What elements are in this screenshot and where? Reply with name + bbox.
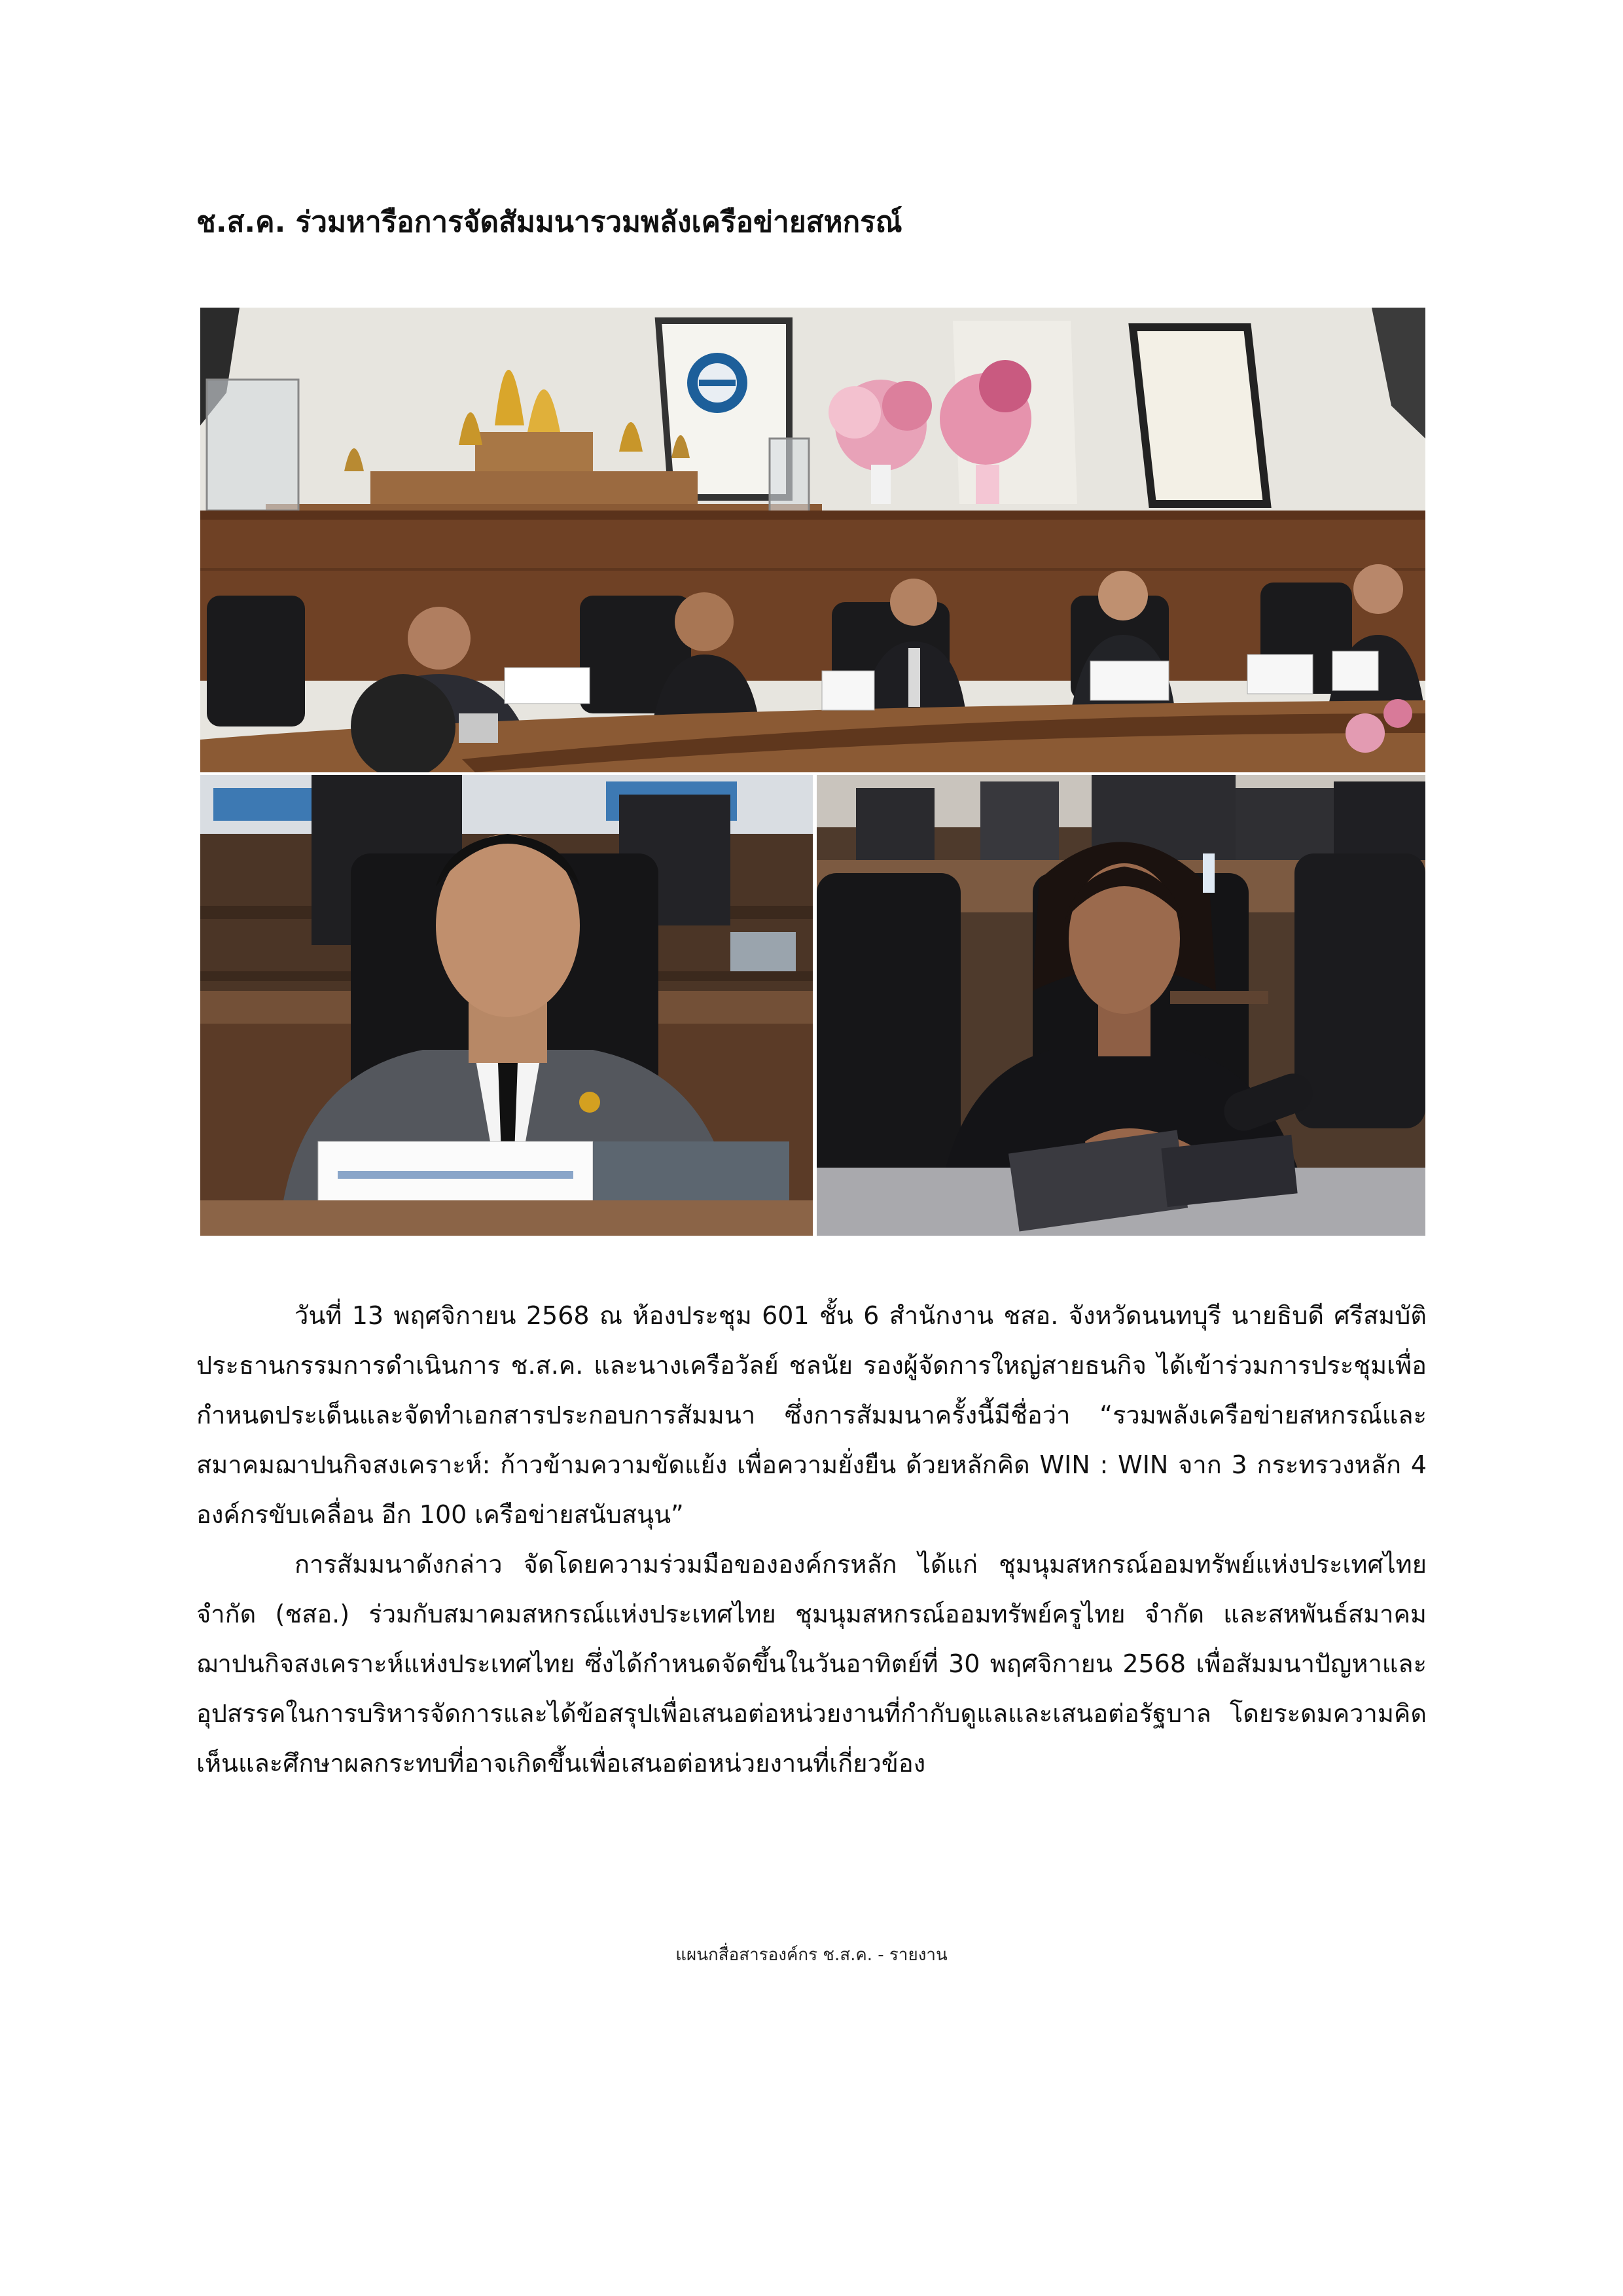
speaker-man-photo	[200, 775, 813, 1236]
article-body	[196, 1291, 1427, 1788]
woman-attendee-photo	[817, 775, 1425, 1236]
paragraph-1: วันที่ 13 พฤศจิกายน 2568 ณ ห้องประชุม 601 ชั้น 6 สำนักงาน ชสอ. จังหวัดนนทบุรี นายธิบดี ศรีสมบัติ ประธานกรรมการดำเนินการ ช.ส.ค. และนางเครือวัลย์ ชลนัย รองผู้จัดการใหญ่สายธนกิจ ได้เข้าร่วมการประชุมเพื่อกำหนดประเด็นและจัดทำเอกสารประกอบการสัมมนา ซึ่งการสัมมนาครั้งนี้มีชื่อว่า “รวมพลังเครือข่ายสหกรณ์และสมาคมฌาปนกิจสงเคราะห์: ก้าวข้ามความขัดแย้ง เพื่อความยั่งยืน ด้วยหลักคิด WIN : WIN จาก 3 กระทรวงหลัก 4 องค์กรขับเคลื่อน อีก 100 เครือข่ายสนับสนุน”	[196, 1301, 1427, 1529]
photo-collage	[200, 308, 1425, 1237]
footer-credit: แผนกสื่อสารองค์กร ช.ส.ค. - รายงาน	[675, 1945, 948, 1965]
meeting-room-photo	[200, 308, 1425, 772]
paragraph-2: การสัมมนาดังกล่าว จัดโดยความร่วมมือขององค์กรหลัก ได้แก่ ชุมนุมสหกรณ์ออมทรัพย์แห่งประเทศไทย จำกัด (ชสอ.) ร่วมกับสมาคมสหกรณ์แห่งประเทศไทย ชุมนุมสหกรณ์ออมทรัพย์ครูไทย จำกัด และสหพันธ์สมาคมฌาปนกิจสงเคราะห์แห่งประเทศไทย ซึ่งได้กำหนดจัดขึ้นในวันอาทิตย์ที่ 30 พฤศจิกายน 2568 เพื่อสัมมนาปัญหาและอุปสรรคในการบริหารจัดการและได้ข้อสรุปเพื่อเสนอต่อหน่วยงานที่กำกับดูแลและเสนอต่อรัฐบาล โดยระดมความคิดเห็นและศึกษาผลกระทบที่อาจเกิดขึ้นเพื่อเสนอต่อหน่วยงานที่เกี่ยวข้อง	[196, 1550, 1427, 1778]
document-title: ช.ส.ค. ร่วมหารือการจัดสัมมนารวมพลังเครือข่ายสหกรณ์	[196, 206, 902, 239]
